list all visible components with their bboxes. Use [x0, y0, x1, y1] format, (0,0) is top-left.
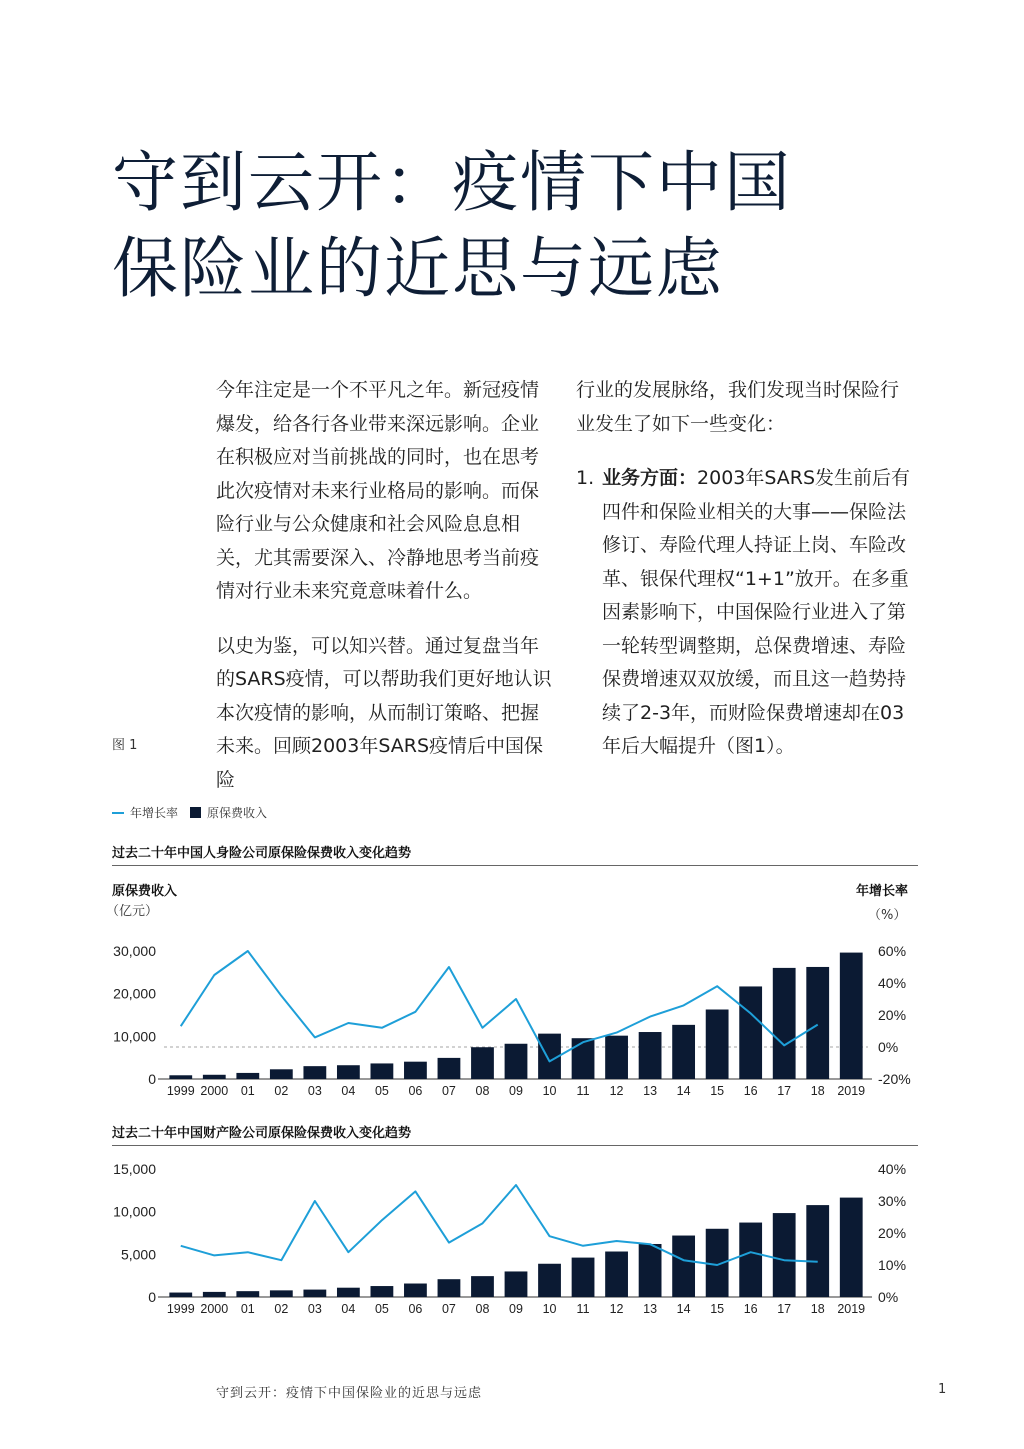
- x-tick-label: 18: [810, 1302, 825, 1316]
- bar: [773, 1213, 796, 1297]
- bar: [471, 1276, 494, 1297]
- right-tick-label: 30%: [878, 1193, 907, 1209]
- x-tick-label: 02: [274, 1084, 289, 1098]
- x-tick-label: 11: [576, 1302, 590, 1316]
- bar: [438, 1279, 461, 1297]
- x-tick-label: 02: [274, 1302, 289, 1316]
- x-tick-label: 12: [609, 1302, 624, 1316]
- bar: [672, 1236, 695, 1297]
- x-tick-label: 06: [408, 1084, 423, 1098]
- x-tick-label: 01: [240, 1302, 255, 1316]
- right-tick-label: 20%: [878, 1007, 907, 1023]
- x-tick-label: 04: [341, 1302, 356, 1316]
- x-tick-label: 08: [475, 1084, 490, 1098]
- left-tick-label: 5,000: [120, 1246, 156, 1263]
- x-tick-label: 14: [676, 1084, 691, 1098]
- bar: [404, 1284, 427, 1297]
- x-tick-label: 15: [710, 1084, 725, 1098]
- bar: [371, 1286, 394, 1297]
- x-tick-label: 11: [576, 1084, 590, 1098]
- figure-label: 图 1: [112, 738, 138, 753]
- bar: [337, 1288, 360, 1297]
- title-line-1: 守到云开：疫情下中国: [112, 144, 792, 221]
- left-tick-label: 20,000: [113, 985, 156, 1002]
- x-tick-label: 2000: [200, 1302, 229, 1316]
- left-axis-unit: （亿元）: [106, 904, 159, 919]
- legend-line-label: 年增长率: [130, 806, 179, 820]
- x-tick-label: 18: [810, 1084, 825, 1098]
- left-tick-label: 0: [148, 1289, 156, 1305]
- right-tick-label: 40%: [878, 975, 907, 991]
- x-tick-label: 13: [643, 1084, 658, 1098]
- paragraph: 以史为鉴，可以知兴替。通过复盘当年的SARS疫情，可以帮助我们更好地认识本次疫情的影响，从而制订策略、把握未来。回顾2003年SARS疫情后中国保险: [216, 634, 552, 791]
- right-axis-title: 年增长率: [856, 884, 909, 899]
- x-tick-label: 17: [777, 1302, 792, 1316]
- x-tick-label: 17: [777, 1084, 792, 1098]
- page-number: 1: [938, 1382, 947, 1397]
- x-tick-label: 2019: [837, 1084, 866, 1098]
- x-tick-label: 03: [307, 1084, 322, 1098]
- bar: [572, 1258, 595, 1297]
- bar: [605, 1252, 628, 1297]
- x-tick-label: 06: [408, 1302, 423, 1316]
- left-tick-label: 10,000: [113, 1028, 156, 1045]
- x-tick-label: 12: [609, 1084, 624, 1098]
- list-item-text: 2003年SARS发生前后有四件和保险业相关的大事——保险法修订、寿险代理人持证上岗、车险改革、银保代理权“1+1”放开。在多重因素影响下，中国保险行业进入了第一轮转型调整期，总保费增速、寿险保费增速双双放缓，而且这一趋势持续了2-3年，而财险保费增速却在03年后大幅提升（图1）。: [602, 467, 911, 757]
- bar: [169, 1293, 192, 1297]
- footer-title: 守到云开：疫情下中国保险业的近思与远虑: [216, 1386, 483, 1401]
- title-line-2: 保险业的近思与远虑: [112, 230, 724, 307]
- bar: [236, 1291, 259, 1297]
- list-item-heading: 业务方面：: [602, 467, 698, 489]
- x-tick-label: 09: [509, 1302, 523, 1316]
- left-axis-title: 原保费收入: [112, 884, 178, 899]
- x-tick-label: 16: [743, 1302, 758, 1316]
- bar: [538, 1264, 561, 1297]
- x-tick-label: 07: [441, 1084, 456, 1098]
- right-tick-label: -20%: [878, 1071, 911, 1087]
- right-tick-label: 20%: [878, 1225, 907, 1241]
- x-tick-label: 05: [374, 1084, 389, 1098]
- paragraph: 今年注定是一个不平凡之年。新冠疫情爆发，给各行各业带来深远影响。企业在积极应对当前挑战的同时，也在思考此次疫情对未来行业格局的影响。而保险行业与公众健康和社会风险息息相关，尤其需要深入、冷静地思考当前疫情对行业未来究竟意味着什么。: [216, 379, 540, 602]
- right-tick-label: 10%: [878, 1257, 907, 1273]
- x-tick-label: 2019: [837, 1302, 866, 1316]
- right-axis-unit: （%）: [868, 908, 907, 923]
- x-tick-label: 1999: [166, 1302, 195, 1316]
- x-tick-label: 2000: [200, 1084, 229, 1098]
- bar: [639, 1244, 662, 1297]
- right-tick-label: 0%: [878, 1289, 899, 1305]
- bar: [303, 1290, 326, 1297]
- left-tick-label: 0: [148, 1071, 156, 1087]
- list-number: 1.: [576, 467, 595, 489]
- x-tick-label: 09: [509, 1084, 523, 1098]
- x-tick-label: 04: [341, 1084, 356, 1098]
- paragraph: 行业的发展脉络，我们发现当时保险行业发生了如下一些变化：: [576, 379, 900, 435]
- x-tick-label: 08: [475, 1302, 490, 1316]
- bar: [806, 1205, 829, 1297]
- legend-bar-label: 原保费收入: [207, 806, 268, 820]
- x-tick-label: 05: [374, 1302, 389, 1316]
- bar: [203, 1292, 226, 1297]
- bar: [270, 1290, 293, 1297]
- bar: [840, 1198, 863, 1297]
- x-tick-label: 03: [307, 1302, 322, 1316]
- left-tick-label: 15,000: [113, 1161, 156, 1177]
- x-tick-label: 07: [441, 1302, 456, 1316]
- x-tick-label: 1999: [166, 1084, 195, 1098]
- x-tick-label: 16: [743, 1084, 758, 1098]
- right-tick-label: 60%: [878, 943, 907, 959]
- bar: [739, 1223, 762, 1297]
- chart-title-life: 过去二十年中国人身险公司原保险保费收入变化趋势: [112, 842, 918, 866]
- x-tick-label: 14: [676, 1302, 691, 1316]
- chart-title-property: 过去二十年中国财产险公司原保险保费收入变化趋势: [112, 1122, 918, 1146]
- left-tick-label: 10,000: [113, 1203, 156, 1220]
- bar: [505, 1271, 528, 1297]
- x-tick-label: 15: [710, 1302, 725, 1316]
- left-tick-label: 30,000: [113, 943, 156, 959]
- x-tick-label: 13: [643, 1302, 658, 1316]
- right-tick-label: 0%: [878, 1039, 899, 1055]
- x-tick-label: 10: [542, 1084, 557, 1098]
- x-tick-label: 01: [240, 1084, 255, 1098]
- x-tick-label: 10: [542, 1302, 557, 1316]
- right-tick-label: 40%: [878, 1161, 907, 1177]
